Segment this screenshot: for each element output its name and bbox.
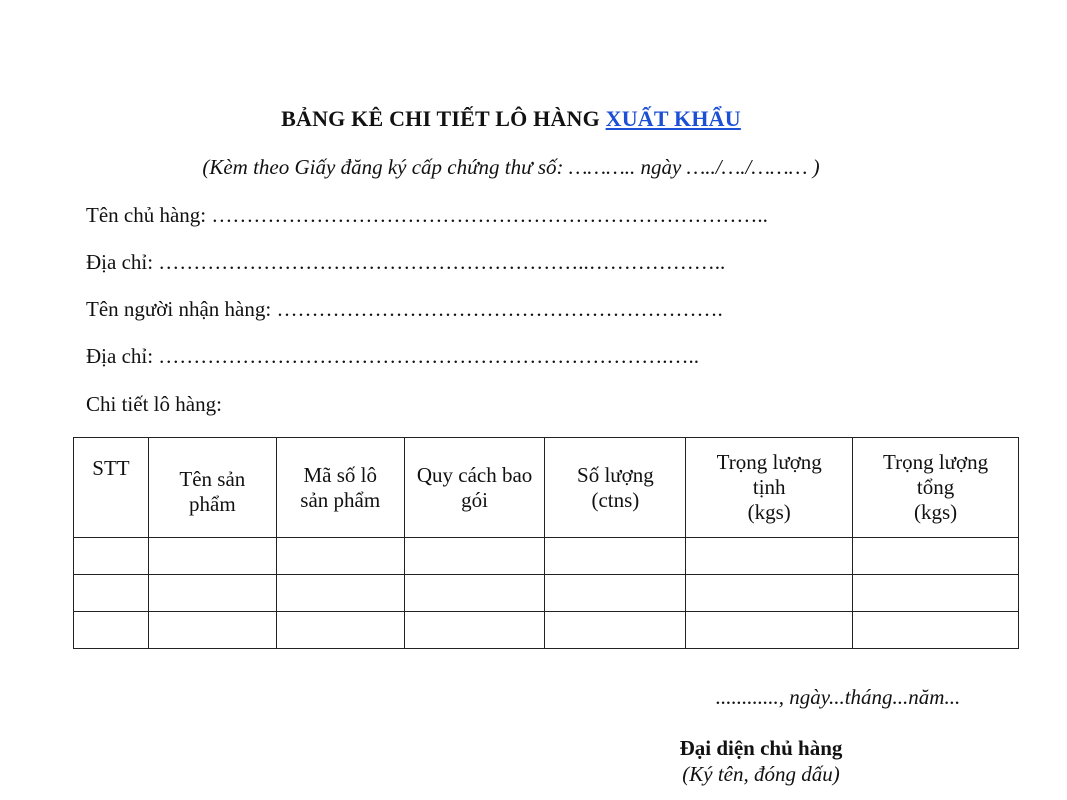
table-cell[interactable] — [545, 538, 686, 575]
document-subtitle: (Kèm theo Giấy đăng ký cấp chứng thư số: ……….. ngày …../…./……… ) — [202, 155, 820, 179]
table-row — [74, 538, 1019, 575]
header-lot-code — [276, 438, 404, 538]
table-cell[interactable] — [404, 612, 545, 649]
header-quantity-line1: Số lượng — [577, 462, 654, 487]
table-cell[interactable] — [404, 575, 545, 612]
table-cell[interactable] — [148, 538, 276, 575]
table-cell[interactable] — [853, 575, 1019, 612]
header-gross-weight — [853, 438, 1019, 538]
owner-name-field: Tên chủ hàng: …………………………………………………………………….. — [86, 203, 768, 227]
table-cell[interactable] — [148, 612, 276, 649]
table-row — [74, 612, 1019, 649]
table-cell[interactable] — [686, 575, 853, 612]
shipment-detail-label: Chi tiết lô hàng: — [86, 392, 222, 416]
table-cell[interactable] — [276, 538, 404, 575]
header-lot-code-line1: Mã số lô — [303, 462, 377, 487]
table-row — [74, 575, 1019, 612]
table-cell[interactable] — [276, 575, 404, 612]
header-gross-weight-line3: (kgs) — [913, 500, 958, 524]
header-product-name-line2: phẩm — [189, 491, 236, 516]
document-title — [0, 106, 1022, 132]
table-cell[interactable] — [74, 538, 149, 575]
table-cell[interactable] — [74, 575, 149, 612]
signature-title: Đại diện chủ hàng — [679, 736, 843, 760]
table-header-row — [74, 438, 1019, 538]
receiver-name-field: Tên người nhận hàng: ………………………………………………………. — [86, 297, 723, 321]
header-gross-weight-line2: tổng — [916, 475, 955, 499]
receiver-address-field: Địa chỉ: ……………………………………………………………….….. — [86, 344, 700, 368]
header-stt — [74, 438, 149, 538]
table-cell[interactable] — [545, 612, 686, 649]
title-main-text: BẢNG KÊ CHI TIẾT LÔ HÀNG — [281, 106, 606, 131]
header-packing — [404, 438, 545, 538]
header-net-weight-line3: (kgs) — [747, 500, 791, 524]
header-gross-weight-line1: Trọng lượng — [882, 450, 989, 474]
header-packing-line2: gói — [461, 487, 488, 512]
shipment-detail-table — [73, 437, 1019, 649]
table-cell[interactable] — [686, 612, 853, 649]
header-stt-text: STT — [92, 456, 130, 480]
table-cell[interactable] — [404, 538, 545, 575]
table-cell[interactable] — [545, 575, 686, 612]
header-packing-line1: Quy cách bao — [416, 462, 533, 487]
table-cell[interactable] — [686, 538, 853, 575]
table-cell[interactable] — [74, 612, 149, 649]
owner-address-field: Địa chỉ: ……………………………………………………..……………….. — [86, 250, 726, 274]
header-lot-code-line2: sản phẩm — [300, 487, 381, 512]
header-product-name-line1: Tên sản — [179, 466, 246, 491]
signature-note: (Ký tên, đóng dấu) — [682, 762, 840, 786]
export-link[interactable]: XUẤT KHẨU — [605, 106, 741, 131]
header-net-weight-line1: Trọng lượng — [716, 450, 822, 474]
header-quantity — [545, 438, 686, 538]
header-net-weight-line2: tịnh — [752, 475, 786, 499]
table-cell[interactable] — [148, 575, 276, 612]
signature-date-line: ............, ngày...tháng...năm... — [715, 685, 961, 709]
header-quantity-line2: (ctns) — [591, 487, 640, 512]
table-cell[interactable] — [276, 612, 404, 649]
table-cell[interactable] — [853, 538, 1019, 575]
header-product-name — [148, 438, 276, 538]
table-cell[interactable] — [853, 612, 1019, 649]
header-net-weight — [686, 438, 853, 538]
